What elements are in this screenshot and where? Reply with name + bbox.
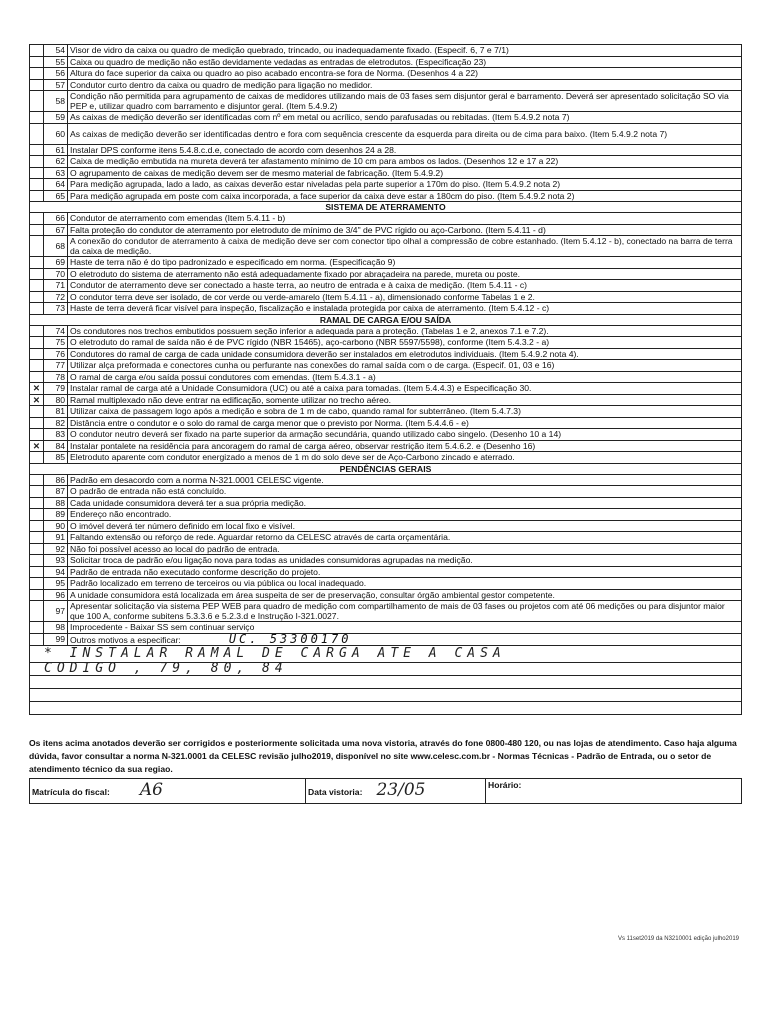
data-vistoria-value: 23/05 bbox=[376, 779, 426, 800]
x-mark-icon: ✕ bbox=[32, 394, 41, 405]
checkbox-cell[interactable] bbox=[30, 555, 44, 567]
item-description: O eletroduto do sistema de aterramento não está adequadamente fixado por abraçadeira na parede, mureta ou poste. bbox=[68, 268, 742, 280]
checkbox-marked[interactable] bbox=[30, 394, 44, 406]
checklist-row bbox=[30, 179, 742, 191]
section-heading-aterramento: SISTEMA DE ATERRAMENTO bbox=[30, 202, 742, 213]
item-number: 83 bbox=[44, 429, 68, 441]
checkbox-cell[interactable] bbox=[30, 429, 44, 441]
item-description: Solicitar troca de padrão e/ou ligação nova para todas as unidades consumidoras agrupadas na medição. bbox=[68, 555, 742, 567]
checklist-row bbox=[30, 190, 742, 202]
checkbox-cell[interactable] bbox=[30, 497, 44, 509]
horario-field[interactable] bbox=[486, 778, 742, 803]
checklist-row bbox=[30, 532, 742, 544]
item-description: Condutor de aterramento deve ser conectado a haste terra, ao neutro de entrada e à caixa de medição. (Item 5.4.11 - c) bbox=[68, 280, 742, 292]
item-number: 82 bbox=[44, 417, 68, 429]
item-description: Instalar pontalete na residência para ancoragem do ramal de carga aéreo, observar restrição item 5.4.6.2. e (Desenho 16) bbox=[68, 440, 742, 452]
checkbox-cell[interactable] bbox=[30, 325, 44, 337]
item-description: A conexão do condutor de aterramento à caixa de medição deve ser com conector tipo olhal a compressão de cobre estanhado. (Item 5.4.12 - b), conectado na barra de terra da caixa de medição. bbox=[68, 236, 742, 257]
section-heading-ramal: RAMAL DE CARGA E/OU SAÍDA bbox=[30, 314, 742, 325]
checkbox-cell[interactable] bbox=[30, 474, 44, 486]
items-group-ramal bbox=[30, 325, 742, 463]
data-vistoria-label: Data vistoria: bbox=[308, 786, 363, 797]
checkbox-cell[interactable] bbox=[30, 509, 44, 521]
checklist-row bbox=[30, 56, 742, 68]
item-number: 87 bbox=[44, 486, 68, 498]
item-description: As caixas de medição deverão ser identificadas com nº em metal ou acrílico, sendo parafusadas ou rebitadas. (Item 5.4.9.2 nota 7) bbox=[68, 112, 742, 124]
item-description: Condutor curto dentro da caixa ou quadro de medição para ligação no medidor. bbox=[68, 79, 742, 91]
item-number: 55 bbox=[44, 56, 68, 68]
item-description: Padrão de entrada não executado conforme descrição do projeto. bbox=[68, 566, 742, 578]
checkbox-cell[interactable] bbox=[30, 291, 44, 303]
item-number: 84 bbox=[44, 440, 68, 452]
item-number: 73 bbox=[44, 303, 68, 315]
checklist-row bbox=[30, 486, 742, 498]
item-description: Instalar ramal de carga até a Unidade Consumidora (UC) ou até a caixa para tomadas. (Item 5.4.4.3) e Especificação 30. bbox=[68, 383, 742, 395]
item-number: 60 bbox=[44, 123, 68, 144]
checkbox-cell[interactable] bbox=[30, 268, 44, 280]
x-mark-icon: ✕ bbox=[32, 383, 41, 394]
checklist-row bbox=[30, 497, 742, 509]
item-number: 94 bbox=[44, 566, 68, 578]
item-description: Instalar DPS conforme itens 5.4.8.c.d.e, conectado de acordo com desenhos 24 a 28. bbox=[68, 144, 742, 156]
item-number: 85 bbox=[44, 452, 68, 464]
item-number: 80 bbox=[44, 394, 68, 406]
item-description: Utilizar caixa de passagem logo após a medição e sobra de 1 m de cabo, quando ramal for subterrâneo. (Item 5.4.7.3) bbox=[68, 406, 742, 418]
item-description: Cada unidade consumidora deverá ter a sua própria medição. bbox=[68, 497, 742, 509]
item-description: Condição não permitida para agrupamento de caixas de medidores utilizando mais de 03 fases sem disjuntor geral e barramento. Deverá ser apresentado solicitação SO via PEP e, utilizar quadro com barramento e disjuntor geral. (Item 5.4.9.2) bbox=[68, 91, 742, 112]
checkbox-cell[interactable] bbox=[30, 112, 44, 124]
checkbox-cell[interactable] bbox=[30, 520, 44, 532]
checkbox-cell[interactable] bbox=[30, 236, 44, 257]
item-description: Eletroduto aparente com condutor energizado a menos de 1 m do solo deve ser de Aço-Carbono zincado e aterrado. bbox=[68, 452, 742, 464]
item-description: Condutores do ramal de carga de cada unidade consumidora deverão ser instalados em eletrodutos individuais. (Item 5.4.9.2 nota 4). bbox=[68, 348, 742, 360]
checkbox-cell[interactable] bbox=[30, 371, 44, 383]
note-line-blank bbox=[30, 689, 741, 702]
item-number: 61 bbox=[44, 144, 68, 156]
data-vistoria-field[interactable] bbox=[306, 778, 486, 803]
item-description: Utilizar alça preformada e conectores cunha ou perfurante nas conexões do ramal saída com o de carga. (Especif. 01, 03 e 16) bbox=[68, 360, 742, 372]
item-description: Endereço não encontrado. bbox=[68, 509, 742, 521]
item-description: Faltando extensão ou reforço de rede. Aguardar retorno da CELESC através de carta orçamentária. bbox=[68, 532, 742, 544]
item-number: 59 bbox=[44, 112, 68, 124]
item-number: 72 bbox=[44, 291, 68, 303]
item-number: 78 bbox=[44, 371, 68, 383]
checkbox-cell[interactable] bbox=[30, 156, 44, 168]
item-description: O imóvel deverá ter número definido em local fixo e visível. bbox=[68, 520, 742, 532]
checkbox-cell[interactable] bbox=[30, 68, 44, 80]
checkbox-cell[interactable] bbox=[30, 589, 44, 601]
item-description: O ramal de carga e/ou saída possui condutores com emendas. (Item 5.4.3.1 - a) bbox=[68, 371, 742, 383]
item-number: 92 bbox=[44, 543, 68, 555]
checklist-row bbox=[30, 555, 742, 567]
checklist-row bbox=[30, 383, 742, 395]
checkbox-cell[interactable] bbox=[30, 348, 44, 360]
item-number: 98 bbox=[44, 622, 68, 634]
item-number: 62 bbox=[44, 156, 68, 168]
checkbox-cell[interactable] bbox=[30, 622, 44, 634]
checklist-row bbox=[30, 348, 742, 360]
checklist-row bbox=[30, 589, 742, 601]
x-mark-icon: ✕ bbox=[32, 440, 41, 451]
item-description: Condutor de aterramento com emendas (Item 5.4.11 - b) bbox=[68, 213, 742, 225]
note-line-blank bbox=[30, 702, 741, 714]
item-number: 68 bbox=[44, 236, 68, 257]
checkbox-cell[interactable] bbox=[30, 566, 44, 578]
notes-area[interactable] bbox=[29, 646, 742, 715]
checkbox-cell[interactable] bbox=[30, 213, 44, 225]
item-description: A unidade consumidora está localizada em área suspeita de ser de preservação, consultar órgão ambiental gestor competente. bbox=[68, 589, 742, 601]
checkbox-cell[interactable] bbox=[30, 360, 44, 372]
note-line-1: * INSTALAR RAMAL DE CARGA ATE A CASA bbox=[30, 646, 741, 663]
checkbox-cell[interactable] bbox=[30, 633, 44, 645]
checkbox-cell[interactable] bbox=[30, 179, 44, 191]
section-aterramento bbox=[30, 202, 742, 213]
checklist-row bbox=[30, 394, 742, 406]
checkbox-cell[interactable] bbox=[30, 45, 44, 57]
checklist-row bbox=[30, 325, 742, 337]
checklist-row bbox=[30, 291, 742, 303]
item-number: 69 bbox=[44, 257, 68, 269]
item-number: 70 bbox=[44, 268, 68, 280]
checklist-row bbox=[30, 429, 742, 441]
checkbox-cell[interactable] bbox=[30, 337, 44, 349]
section-ramal bbox=[30, 314, 742, 325]
checklist-row bbox=[30, 578, 742, 590]
item-number: 77 bbox=[44, 360, 68, 372]
item-number: 90 bbox=[44, 520, 68, 532]
item-description: Ramal multiplexado não deve entrar na edificação, somente utilizar no trecho aéreo. bbox=[68, 394, 742, 406]
item-number: 89 bbox=[44, 509, 68, 521]
item-number: 74 bbox=[44, 325, 68, 337]
checkbox-cell[interactable] bbox=[30, 167, 44, 179]
checklist-row bbox=[30, 417, 742, 429]
instructions-text: Os itens acima anotados deverão ser corrigidos e posteriormente solicitada uma nova vistoria, através do fone 0800-480 120, ou nas lojas de atendimento. Caso haja alguma dúvida, favor consultar a norma N-321.0001 da CELESC revisão julho2019, disponível no site www.celesc.com.br - Normas Técnicas - Padrão de Entrada, ou o setor de atendimento técnico da sua regiao. bbox=[29, 737, 737, 774]
checklist-row bbox=[30, 68, 742, 80]
checklist-row bbox=[30, 406, 742, 418]
item-description: Os condutores nos trechos embutidos possuem seção inferior a adequada para a proteção. (Tabelas 1 e 2, anexos 7.1 e 7.2). bbox=[68, 325, 742, 337]
section-pendencias bbox=[30, 463, 742, 474]
checklist-row bbox=[30, 440, 742, 452]
checklist-row bbox=[30, 123, 742, 144]
item-number: 91 bbox=[44, 532, 68, 544]
checklist-row bbox=[30, 144, 742, 156]
item-description: O padrão de entrada não está concluído. bbox=[68, 486, 742, 498]
item-99-cell[interactable] bbox=[68, 633, 742, 645]
note-line-2: CODIGO , 79, 80, 84 bbox=[30, 663, 741, 676]
item-number: 67 bbox=[44, 224, 68, 236]
item-number: 93 bbox=[44, 555, 68, 567]
checklist-row bbox=[30, 45, 742, 57]
checklist-row bbox=[30, 520, 742, 532]
item-description: Caixa de medição embutida na mureta deverá ter afastamento mínimo de 10 cm para ambos os lados. (Desenhos 12 e 17 a 22) bbox=[68, 156, 742, 168]
item-99-handwritten-value: UC. 53300170 bbox=[228, 633, 352, 645]
checklist-row bbox=[30, 268, 742, 280]
item-number: 97 bbox=[44, 601, 68, 622]
checkbox-cell[interactable] bbox=[30, 190, 44, 202]
checklist-row bbox=[30, 213, 742, 225]
checklist-row bbox=[30, 360, 742, 372]
checklist-row bbox=[30, 543, 742, 555]
item-description: Padrão localizado em terreno de terceiros ou via pública ou local inadequado. bbox=[68, 578, 742, 590]
matricula-value: A6 bbox=[139, 779, 163, 800]
checklist-row bbox=[30, 156, 742, 168]
item-description: Altura do face superior da caixa ou quadro ao piso acabado encontra-se fora de Norma. (Desenhos 4 a 22) bbox=[68, 68, 742, 80]
item-description: Não foi possível acesso ao local do padrão de entrada. bbox=[68, 543, 742, 555]
item-number: 86 bbox=[44, 474, 68, 486]
checkbox-cell[interactable] bbox=[30, 303, 44, 315]
item-number: 95 bbox=[44, 578, 68, 590]
item-99-label: Outros motivos a especificar: bbox=[70, 634, 181, 645]
matricula-field[interactable] bbox=[30, 778, 306, 803]
item-number: 65 bbox=[44, 190, 68, 202]
checklist-row bbox=[30, 167, 742, 179]
checklist-row bbox=[30, 509, 742, 521]
checkbox-cell[interactable] bbox=[30, 91, 44, 112]
note-line-blank bbox=[30, 676, 741, 689]
item-description: O eletroduto do ramal de saída não é de PVC rígido (NBR 15465), aço-carbono (NBR 5597/5598), conforme (Item 5.4.3.2 - a) bbox=[68, 337, 742, 349]
checklist-row bbox=[30, 622, 742, 634]
item-number: 71 bbox=[44, 280, 68, 292]
item-description: Haste de terra não é do tipo padronizado e especificado em norma. (Especificação 9) bbox=[68, 257, 742, 269]
checklist-row bbox=[30, 224, 742, 236]
checkbox-cell[interactable] bbox=[30, 144, 44, 156]
checklist-row bbox=[30, 79, 742, 91]
checkbox-cell[interactable] bbox=[30, 56, 44, 68]
checklist-row bbox=[30, 280, 742, 292]
item-description: Caixa ou quadro de medição não estão devidamente vedadas as entradas de eletrodutos. (Especificação 23) bbox=[68, 56, 742, 68]
item-number: 79 bbox=[44, 383, 68, 395]
item-description: Apresentar solicitação via sistema PEP WEB para quadro de medição com compartilhamento de mais de 03 fases ou projetos com até 06 medições ou para disjuntor maior que 100 A, conforme subitens 5.3.3.6 e 5.2.3.d e Instrução I-321.0027. bbox=[68, 601, 742, 622]
item-number: 66 bbox=[44, 213, 68, 225]
item-number: 56 bbox=[44, 68, 68, 80]
item-number: 63 bbox=[44, 167, 68, 179]
item-description: O condutor terra deve ser isolado, de cor verde ou verde-amarelo (Item 5.4.11 - a), dimensionado conforme Tabelas 1 e 2. bbox=[68, 291, 742, 303]
checkbox-cell[interactable] bbox=[30, 543, 44, 555]
checkbox-marked[interactable] bbox=[30, 383, 44, 395]
item-description: Padrão em desacordo com a norma N-321.0001 CELESC vigente. bbox=[68, 474, 742, 486]
item-description: O agrupamento de caixas de medição devem ser de mesmo material de fabricação. (Item 5.4.9.2) bbox=[68, 167, 742, 179]
checklist-row bbox=[30, 566, 742, 578]
item-number: 96 bbox=[44, 589, 68, 601]
item-number: 75 bbox=[44, 337, 68, 349]
item-description: Falta proteção do condutor de aterramento por eletroduto de mínimo de 3/4" de PVC rígido ou aço-Carbono. (Item 5.4.11 - d) bbox=[68, 224, 742, 236]
checkbox-cell[interactable] bbox=[30, 406, 44, 418]
item-description: Para medição agrupada em poste com caixa incorporada, a face superior da caixa deve estar a 180cm do piso. (Item 5.4.9.2 nota 2) bbox=[68, 190, 742, 202]
item-description: Visor de vidro da caixa ou quadro de medição quebrado, trincado, ou inadequadamente fixado. (Especif. 6, 7 e 7/1) bbox=[68, 45, 742, 57]
checklist-row bbox=[30, 474, 742, 486]
checklist-row bbox=[30, 257, 742, 269]
item-description: Improcedente - Baixar SS sem continuar serviço bbox=[68, 622, 742, 634]
items-group-pendencias bbox=[30, 474, 742, 633]
checklist-row bbox=[30, 452, 742, 464]
checklist-sheet bbox=[29, 44, 742, 804]
item-number: 76 bbox=[44, 348, 68, 360]
item-description: Haste de terra deverá ficar visível para inspeção, fiscalização e instalada protegida por caixa de aterramento. (Item 5.4.12 - c) bbox=[68, 303, 742, 315]
checklist-row bbox=[30, 236, 742, 257]
checkbox-marked[interactable] bbox=[30, 440, 44, 452]
item-number: 99 bbox=[44, 633, 68, 645]
item-description: O condutor neutro deverá ser fixado na parte superior da armação secundária, quando utilizado cabo singelo. (Desenho 10 a 14) bbox=[68, 429, 742, 441]
item-number: 64 bbox=[44, 179, 68, 191]
item-description: As caixas de medição deverão ser identificadas dentro e fora com sequência crescente da esquerda para direita ou de cima para baixo. (Item 5.4.9.2 nota 7) bbox=[68, 123, 742, 144]
item-99-group bbox=[30, 633, 742, 645]
matricula-label: Matrícula do fiscal: bbox=[32, 786, 110, 797]
checkbox-cell[interactable] bbox=[30, 257, 44, 269]
checkbox-cell[interactable] bbox=[30, 280, 44, 292]
checkbox-cell[interactable] bbox=[30, 417, 44, 429]
checkbox-cell[interactable] bbox=[30, 486, 44, 498]
checkbox-cell[interactable] bbox=[30, 123, 44, 144]
items-group-aterramento bbox=[30, 213, 742, 315]
item-number: 58 bbox=[44, 91, 68, 112]
checklist-row bbox=[30, 601, 742, 622]
item-number: 54 bbox=[44, 45, 68, 57]
checklist-row bbox=[30, 337, 742, 349]
item-number: 81 bbox=[44, 406, 68, 418]
horario-label: Horário: bbox=[488, 779, 522, 790]
checklist-row bbox=[30, 371, 742, 383]
checklist-table bbox=[29, 44, 742, 646]
items-group-top bbox=[30, 45, 742, 202]
checkbox-cell[interactable] bbox=[30, 578, 44, 590]
item-number: 57 bbox=[44, 79, 68, 91]
checkbox-cell[interactable] bbox=[30, 224, 44, 236]
checkbox-cell[interactable] bbox=[30, 532, 44, 544]
section-heading-pendencias: PENDÊNCIAS GERAIS bbox=[30, 463, 742, 474]
checkbox-cell[interactable] bbox=[30, 601, 44, 622]
item-description: Para medição agrupada, lado a lado, as caixas deverão estar niveladas pela parte superior a 170m do piso. (Item 5.4.9.2 nota 2) bbox=[68, 179, 742, 191]
checkbox-cell[interactable] bbox=[30, 452, 44, 464]
item-number: 88 bbox=[44, 497, 68, 509]
item-description: Distância entre o condutor e o solo do ramal de carga menor que o previsto por Norma. (Item 5.4.4.6 - e) bbox=[68, 417, 742, 429]
version-label: Vs 11set2019 da N3210001 edição julho2019 bbox=[618, 936, 739, 942]
checklist-row bbox=[30, 112, 742, 124]
checklist-row bbox=[30, 303, 742, 315]
signature-table bbox=[29, 778, 742, 804]
checkbox-cell[interactable] bbox=[30, 79, 44, 91]
checklist-row bbox=[30, 91, 742, 112]
